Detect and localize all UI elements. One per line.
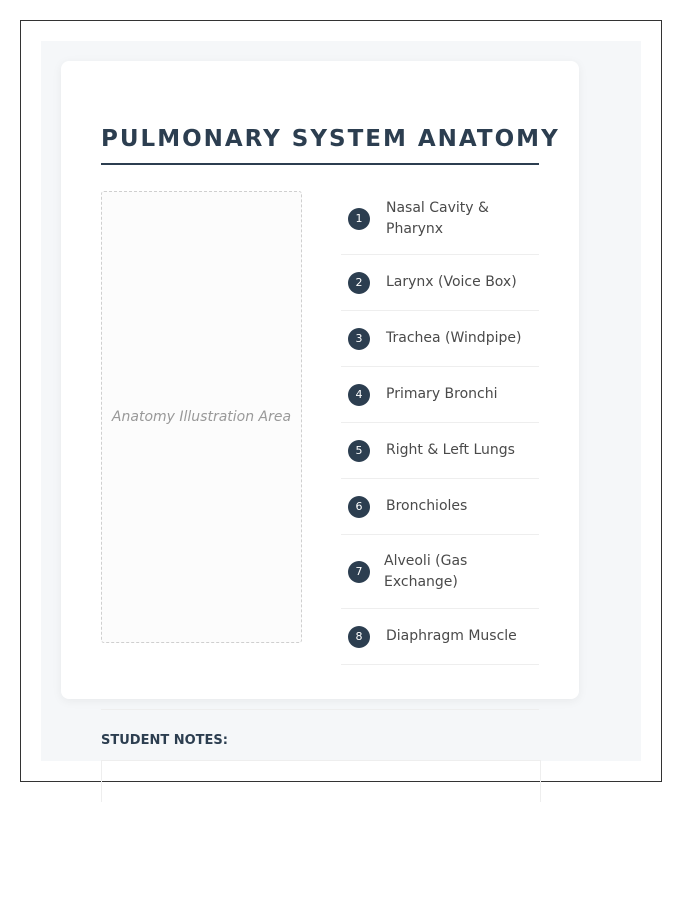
legend-item	[341, 423, 539, 479]
legend-number-badge: 3	[348, 328, 370, 350]
legend-label: Right & Left Lungs	[386, 442, 515, 458]
legend-item	[341, 184, 539, 255]
legend-label: Larynx (Voice Box)	[386, 274, 517, 290]
legend-item	[341, 311, 539, 367]
legend-number-badge: 7	[348, 561, 370, 583]
legend-item	[341, 255, 539, 311]
illustration-placeholder-label: Anatomy Illustration Area	[111, 409, 292, 425]
legend-item	[341, 535, 539, 609]
legend-item	[341, 609, 539, 665]
legend-label: Primary Bronchi	[386, 386, 498, 402]
legend-label: Diaphragm Muscle	[386, 628, 517, 644]
legend-number-badge: 4	[348, 384, 370, 406]
anatomy-legend	[341, 184, 539, 665]
student-notes-area[interactable]	[101, 760, 541, 802]
student-notes-heading: STUDENT NOTES:	[101, 733, 228, 748]
legend-label: Trachea (Windpipe)	[386, 330, 522, 346]
illustration-placeholder	[101, 191, 302, 643]
legend-item	[341, 367, 539, 423]
legend-label: Nasal Cavity & Pharynx	[386, 200, 489, 237]
legend-label: Alveoli (Gas Exchange)	[384, 552, 468, 590]
legend-number-badge: 8	[348, 626, 370, 648]
legend-number-badge: 5	[348, 440, 370, 462]
legend-number-badge: 6	[348, 496, 370, 518]
section-divider	[101, 709, 539, 710]
legend-label: Bronchioles	[386, 498, 468, 514]
legend-item	[341, 479, 539, 535]
page-title: PULMONARY SYSTEM ANATOMY	[101, 121, 539, 165]
legend-number-badge: 1	[348, 208, 370, 230]
legend-number-badge: 2	[348, 272, 370, 294]
